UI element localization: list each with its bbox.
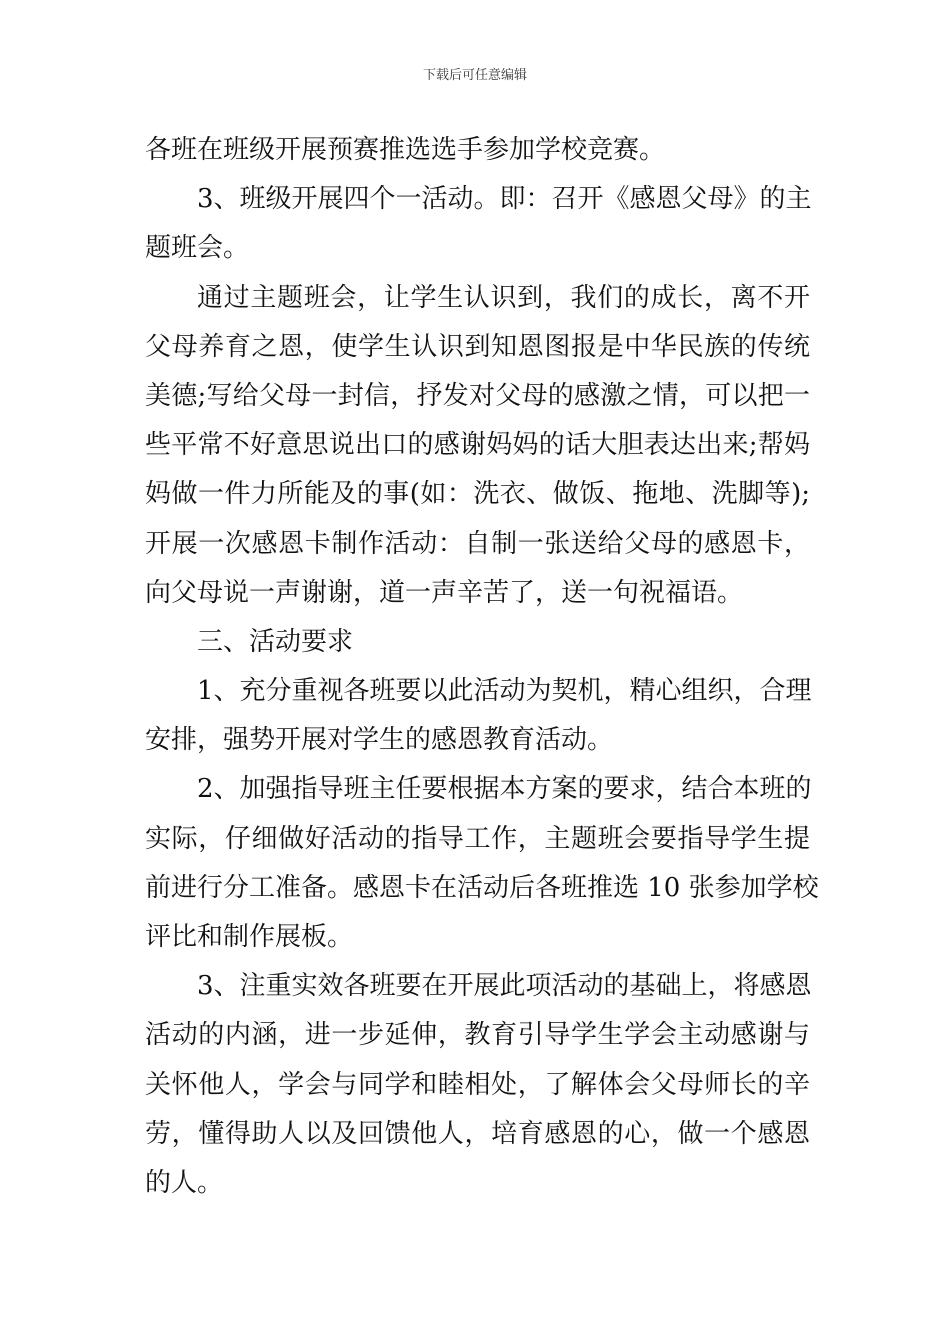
section-heading: 三、活动要求 bbox=[197, 626, 354, 657]
text-line: 各班在班级开展预赛推选选手参加学校竞赛。 bbox=[145, 135, 666, 165]
text-line: 活动的内涵，进一步延伸，教育引导学生学会主动感谢与 bbox=[145, 1020, 810, 1051]
text-line: 实际，仔细做好活动的指导工作，主题班会要指导学生提 bbox=[145, 823, 810, 854]
text-line: 通过主题班会，让学生认识到，我们的成长，离不开 bbox=[197, 282, 810, 313]
text-line: 3、注重实效各班要在开展此项活动的基础上，将感恩 bbox=[197, 971, 812, 1002]
text-line: 前进行分工准备。感恩卡在活动后各班推选 10 张参加学校 bbox=[145, 872, 819, 903]
document-body bbox=[145, 126, 819, 1208]
text-line: 2、加强指导班主任要根据本方案的要求，结合本班的 bbox=[197, 774, 812, 805]
text-line: 1、充分重视各班要以此活动为契机，精心组织，合理 bbox=[197, 676, 812, 707]
text-line: 3、班级开展四个一活动。即：召开《感恩父母》的主 bbox=[197, 184, 812, 215]
text-line: 美德;写给父母一封信，抒发对父母的感激之情，可以把一 bbox=[145, 380, 810, 411]
text-line: 父母养育之恩，使学生认识到知恩图报是中华民族的传统 bbox=[145, 331, 810, 362]
page-header: 下载后可任意编辑 bbox=[422, 68, 527, 83]
text-line: 向父母说一声谢谢，道一声辛苦了，送一句祝福语。 bbox=[145, 577, 744, 608]
text-line: 的人。 bbox=[145, 1167, 224, 1198]
text-line: 些平常不好意思说出口的感谢妈妈的话大胆表达出来;帮妈 bbox=[145, 430, 810, 461]
text-line: 题班会。 bbox=[145, 233, 250, 264]
text-line: 评比和制作展板。 bbox=[145, 922, 354, 952]
text-line: 妈做一件力所能及的事(如：洗衣、做饭、拖地、洗脚等); bbox=[145, 479, 810, 510]
text-line: 劳，懂得助人以及回馈他人，培育感恩的心，做一个感恩 bbox=[145, 1118, 810, 1149]
text-line: 开展一次感恩卡制作活动：自制一张送给父母的感恩卡， bbox=[145, 528, 810, 559]
text-line: 关怀他人，学会与同学和睦相处，了解体会父母师长的辛 bbox=[145, 1069, 810, 1100]
text-line: 安排，强势开展对学生的感恩教育活动。 bbox=[145, 725, 614, 756]
